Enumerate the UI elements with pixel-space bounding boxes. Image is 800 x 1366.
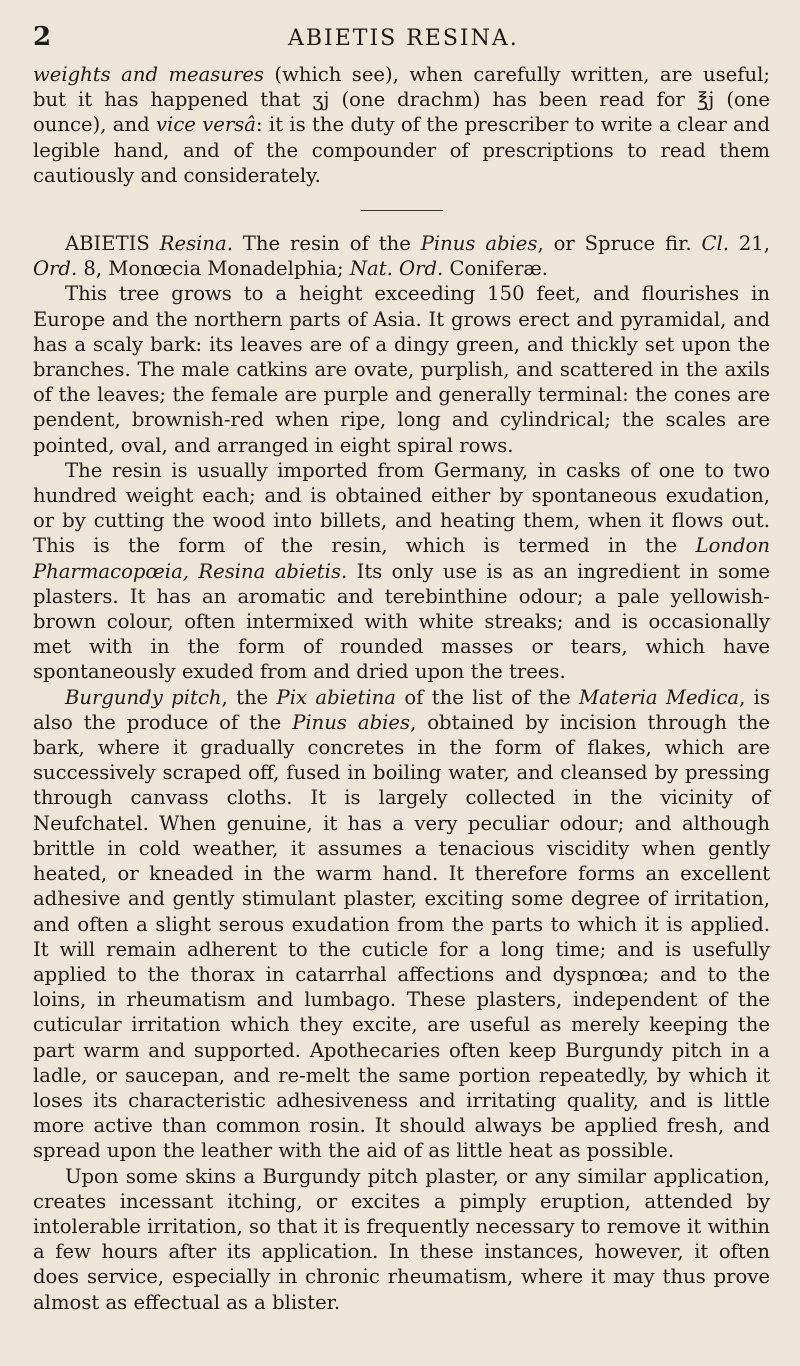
paragraph-skin-reaction: Upon some skins a Burgundy pitch plaster, or any similar application, creates incessant itching, or excites a pimply eruption, attended by intolerable irritation, so that it is frequently necessary to remove it within a few hours after its application. In these instances, however, it often does service, especially in chronic rheumatism, where it may thus prove almost as effectual as a blister. — [33, 1164, 770, 1314]
section-divider — [361, 210, 443, 211]
paragraph-italic: London Pharmacopœia, Resina abietis. — [33, 534, 770, 583]
intro-text-end: : it is the duty of the prescriber to write a clear and legible hand, and of the compounder of prescriptions to read them cautiously and considerately. — [33, 113, 770, 187]
paragraph-text: , is also the produce of the — [33, 685, 770, 734]
intro-text: (which see), when carefully written, are useful; but it has happened that ʒj (one drachm) has been read for ℥j (one ounce), and — [33, 63, 771, 137]
paragraph-burgundy-pitch — [33, 685, 770, 1164]
entry-order-label: Ord. — [33, 257, 78, 281]
entry-text: The resin of the — [232, 232, 421, 256]
paragraph-text: , the — [221, 685, 277, 709]
intro-paragraph — [33, 62, 770, 188]
paragraph-resin — [33, 458, 770, 685]
entry-text: 21, — [728, 232, 771, 256]
page-header — [33, 22, 770, 62]
intro-italic: weights and measures — [33, 63, 264, 86]
entry-class-label: Cl. — [701, 232, 729, 256]
entry-natural-order-label: Nat. Ord. — [349, 257, 444, 281]
paragraph-text: of the list of the — [395, 685, 580, 709]
running-title: ABIETIS RESINA. — [288, 26, 519, 51]
entry-text: , or Spruce fir. — [537, 232, 702, 256]
paragraph-text: Its only use is as an ingredient in some plasters. It has an aromatic and terebinthine odour; a pale yellowish-brown colour, often intermixed with white streaks; and is occasionally met with in the form of rounded masses or tears, which have spontaneously exuded from and dried upon the trees. — [33, 559, 770, 684]
paragraph-italic: Burgundy pitch — [65, 685, 222, 709]
entry-heading: ABIETIS — [65, 232, 150, 256]
paragraph-italic: Pix abietina — [276, 685, 396, 709]
paragraph-text: , obtained by incision through the bark, where it gradually concretes in the form of flakes, which are successively scraped off, fused in boiling water, and cleansed by pressing through canvass cloths. It is largely collected in the vicinity of Neufchatel. When genuine, it has a very peculiar odour; and although brittle in cold weather, it assumes a tenacious viscidity when gently heated, or kneaded in the warm hand. It therefore forms an excellent adhesive and gently stimulant plaster, exciting some degree of irritation, and often a slight serous exudation from the parts to which it is applied. It will remain adherent to the cuticle for a long time; and is usefully applied to the thorax in catarrhal affections and dyspnœa; and to the loins, in rheumatism and lumbago. These plasters, independent of the cuticular irritation which they excite, are useful as merely keeping the part warm and supported. Apothecaries often keep Burgundy pitch in a ladle, or saucepan, and re-melt the same portion repeatedly, by which it loses its characteristic adhesiveness and irritating quality, and is little more active than common rosin. It should always be applied fresh, and spread upon the leather with the aid of as little heat as possible. — [33, 710, 770, 1163]
paragraph-italic: Materia Medica — [579, 685, 740, 709]
entry-heading-italic: Resina. — [159, 232, 233, 256]
entry-text: Coniferæ. — [443, 257, 548, 281]
paragraph-italic: Pinus abies — [292, 710, 411, 734]
page-number: 2 — [33, 22, 52, 52]
entry-heading-paragraph — [33, 231, 770, 281]
intro-italic-vice-versa: vice versâ — [155, 113, 256, 137]
entry-species: Pinus abies — [420, 232, 538, 256]
entry-text: 8, Monœcia Monadelphia; — [77, 257, 350, 281]
paragraph-text: The resin is usually imported from Germany, in casks of one to two hundred weight each; and is obtained either by spontaneous exudation, or by cutting the wood into billets, and heating them, when it flows out. This is the form of the resin, which is termed in the — [33, 458, 770, 558]
paragraph-tree-description: This tree grows to a height exceeding 150 feet, and flourishes in Europe and the northern parts of Asia. It grows erect and pyramidal, and has a scaly bark: its leaves are of a dingy green, and thickly set upon the branches. The male catkins are ovate, purplish, and scattered in the axils of the leaves; the female are purple and generally terminal: the cones are pendent, brownish-red when ripe, long and cylindrical; the scales are pointed, oval, and arranged in eight spiral rows. — [33, 282, 770, 457]
